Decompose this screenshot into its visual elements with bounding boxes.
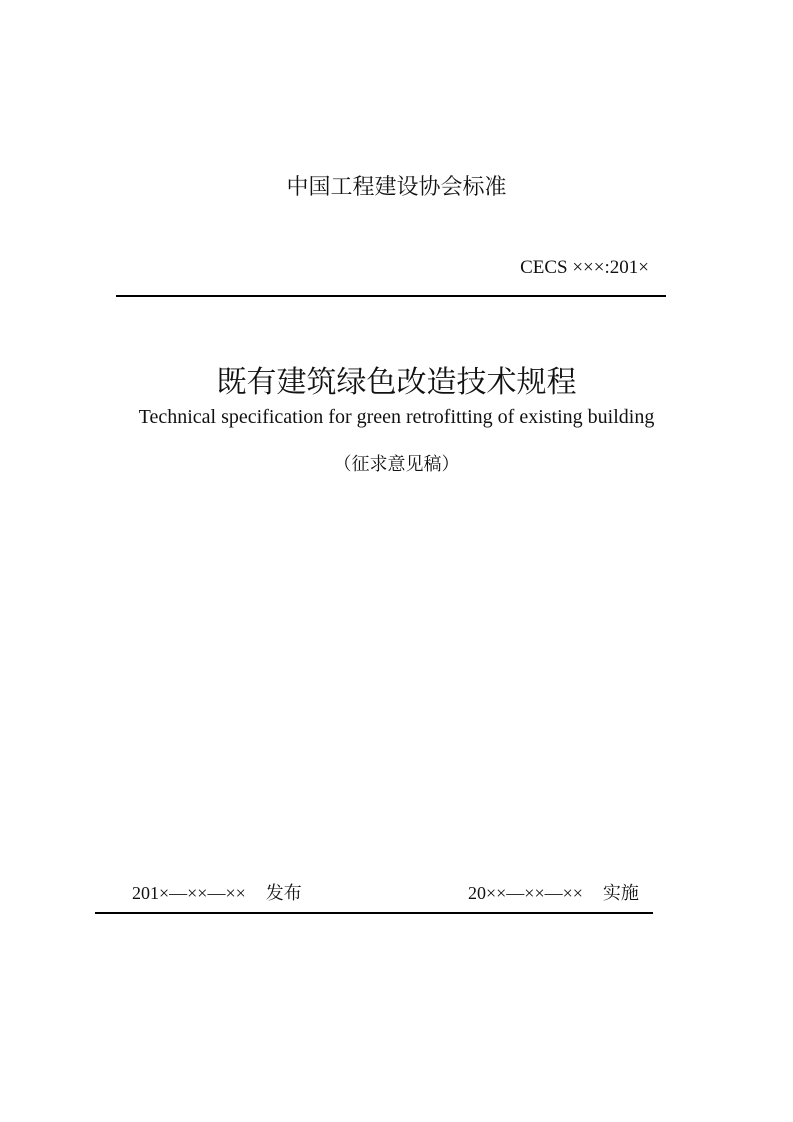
implementation-date: 20××—××—××	[468, 883, 583, 903]
association-standard-heading: 中国工程建设协会标准	[286, 175, 507, 200]
bottom-divider	[95, 912, 653, 914]
issue-date-line	[132, 879, 302, 905]
top-divider	[116, 295, 666, 297]
document-title-english: Technical specification for green retrofitting of existing building	[138, 406, 655, 428]
issue-date: 201×—××—××	[132, 883, 246, 903]
implementation-date-line	[468, 879, 639, 905]
issue-label: 发布	[265, 883, 302, 904]
implementation-label: 实施	[602, 883, 639, 904]
document-title: 既有建筑绿色改造技术规程	[216, 365, 577, 400]
standard-code: CECS ×××:201×	[520, 257, 649, 278]
draft-note: （征求意见稿）	[333, 454, 460, 475]
